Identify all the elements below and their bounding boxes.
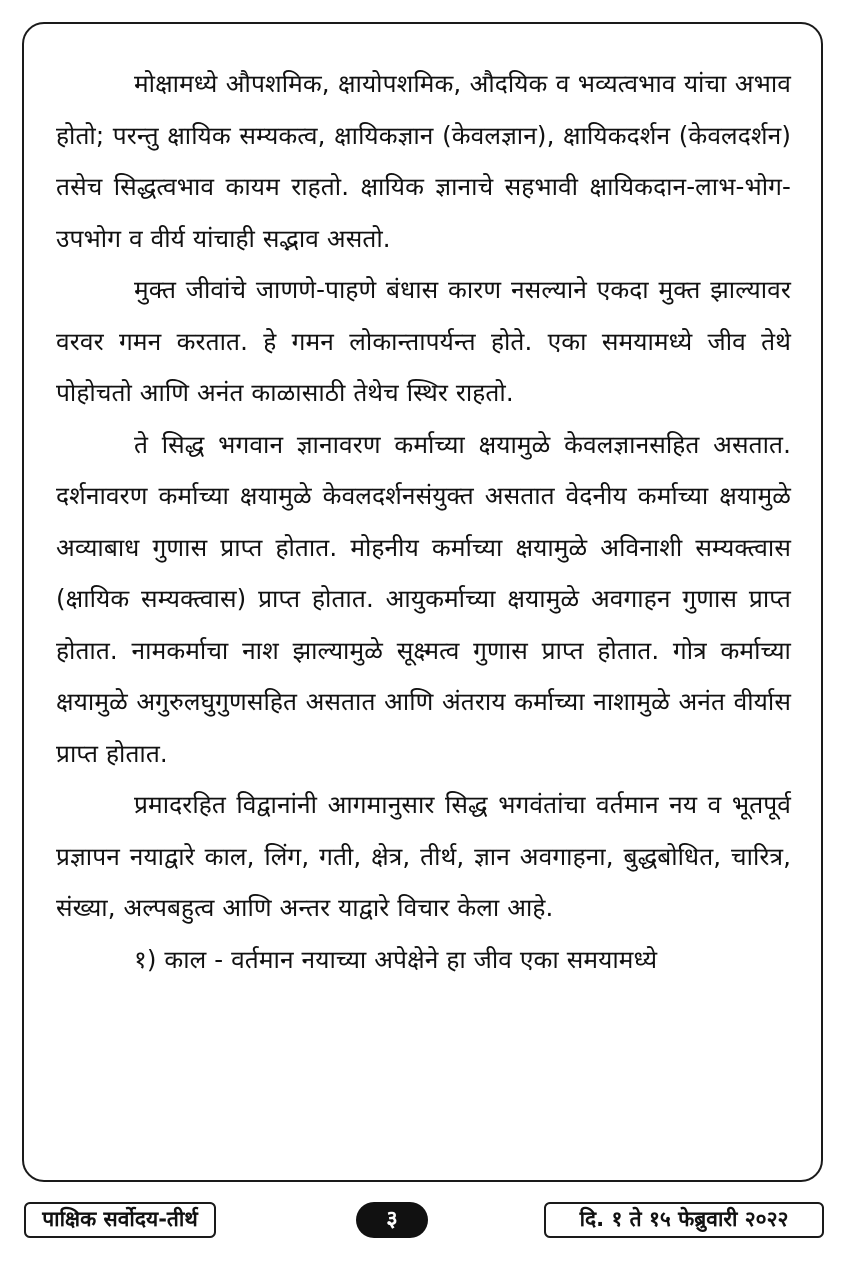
paragraph-4: प्रमादरहित विद्वानांनी आगमानुसार सिद्ध भगवंतांचा वर्तमान नय व भूतपूर्व प्रज्ञापन नयाद्वारे काल, लिंग, गती, क्षेत्र, तीर्थ, ज्ञान अवगाहना, बुद्धबोधित, चारित्र, संख्या, अल्पबहुत्व आणि अन्तर याद्वारे विचार केला आहे. [56, 790, 791, 922]
publication-name: पाक्षिक सर्वोदय-तीर्थ [24, 1202, 216, 1238]
page-footer [0, 1202, 850, 1242]
issue-date: दि. १ ते १५ फेब्रुवारी २०२२ [544, 1202, 824, 1238]
page-number-badge: ३ [356, 1202, 428, 1238]
paragraph-5: १) काल - वर्तमान नयाच्या अपेक्षेने हा जीव एका समयामध्ये [134, 944, 658, 974]
paragraph-1: मोक्षामध्ये औपशमिक, क्षायोपशमिक, औदयिक व भव्यत्वभाव यांचा अभाव होतो; परन्तु क्षायिक सम्यकत्व, क्षायिकज्ञान (केवलज्ञान), क्षायिकदर्शन (केवलदर्शन) तसेच सिद्धत्वभाव कायम राहतो. क्षायिक ज्ञानाचे सहभावी क्षायिकदान-लाभ-भोग-उपभोग व वीर्य यांचाही सद्भाव असतो. [56, 69, 791, 253]
paragraph-2: मुक्त जीवांचे जाणणे-पाहणे बंधास कारण नसल्याने एकदा मुक्त झाल्यावर वरवर गमन करतात. हे गमन लोकान्तापर्यन्त होते. एका समयामध्ये जीव तेथे पोहोचतो आणि अनंत काळासाठी तेथेच स्थिर राहतो. [56, 275, 791, 407]
paragraph-3: ते सिद्ध भगवान ज्ञानावरण कर्माच्या क्षयामुळे केवलज्ञानसहित असतात. दर्शनावरण कर्माच्या क्षयामुळे केवलदर्शनसंयुक्त असतात वेदनीय कर्माच्या क्षयामुळे अव्याबाध गुणास प्राप्त होतात. मोहनीय कर्माच्या क्षयामुळे अविनाशी सम्यक्त्वास (क्षायिक सम्यक्त्वास) प्राप्त होतात. आयुकर्माच्या क्षयामुळे अवगाहन गुणास प्राप्त होतात. नामकर्माचा नाश झाल्यामुळे सूक्ष्मत्व गुणास प्राप्त होतात. गोत्र कर्माच्या क्षयामुळे अगुरुलघुगुणसहित असतात आणि अंतराय कर्माच्या नाशामुळे अनंत वीर्यास प्राप्त होतात. [56, 429, 791, 768]
content-frame [22, 22, 823, 1182]
